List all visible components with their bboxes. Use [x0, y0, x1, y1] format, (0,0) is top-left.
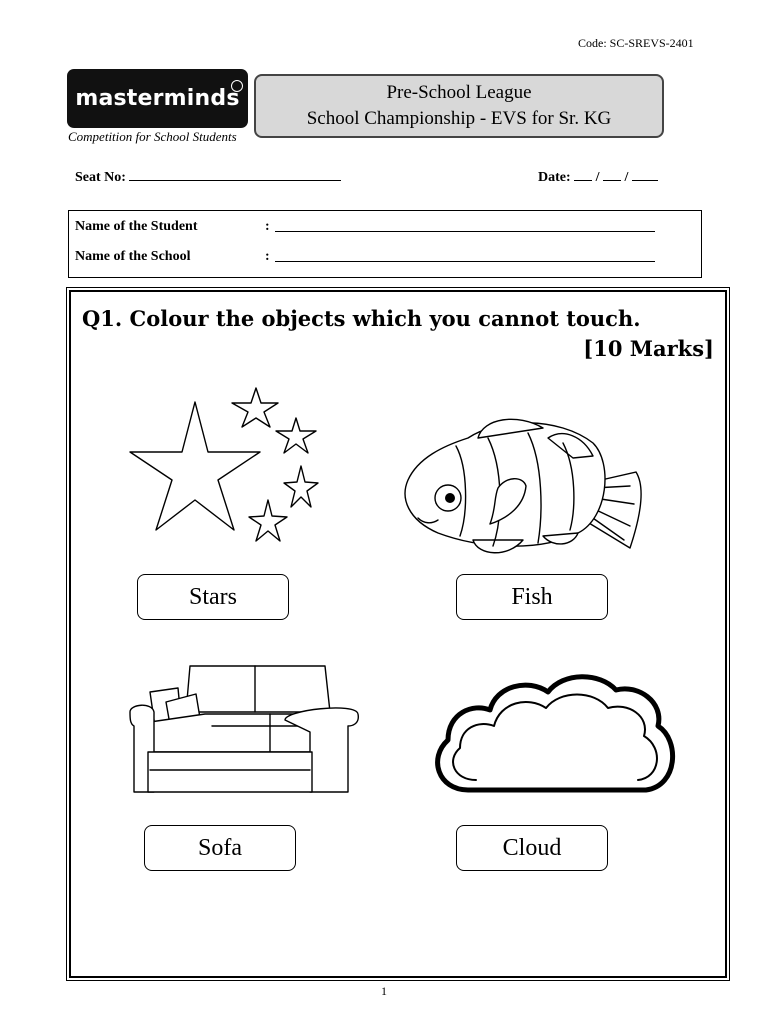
date-year-blank[interactable] [632, 166, 658, 181]
student-name-row[interactable] [75, 219, 270, 235]
date-label: Date: [538, 170, 571, 185]
stars-drawing[interactable] [120, 380, 330, 555]
date-separator: / [595, 170, 600, 185]
date-field[interactable] [538, 166, 658, 186]
cloud-drawing[interactable] [428, 668, 680, 804]
seat-no-label: Seat No: [75, 170, 126, 185]
student-name-blank[interactable] [275, 231, 655, 232]
colon: : [265, 249, 270, 264]
school-name-label: Name of the School [75, 249, 191, 264]
sofa-drawing[interactable] [120, 652, 366, 812]
date-separator: / [624, 170, 629, 185]
school-name-row[interactable] [75, 249, 270, 265]
masterminds-logo [67, 69, 248, 128]
label-sofa: Sofa [144, 825, 296, 871]
question-marks: [10 Marks] [583, 336, 714, 361]
label-fish: Fish [456, 574, 608, 620]
student-name-label: Name of the Student [75, 219, 198, 234]
seat-no-field[interactable] [75, 166, 341, 186]
label-cloud: Cloud [456, 825, 608, 871]
logo-tagline: Competition for School Students [68, 129, 237, 144]
exam-title-box [254, 74, 664, 138]
label-stars: Stars [137, 574, 289, 620]
question-text: Q1. Colour the objects which you cannot touch. [82, 306, 641, 331]
date-day-blank[interactable] [574, 166, 592, 181]
title-line-2: School Championship - EVS for Sr. KG [306, 108, 612, 129]
document-code: Code: SC-SREVS-2401 [578, 36, 694, 50]
globe-icon [231, 80, 243, 92]
seat-no-blank[interactable] [129, 166, 341, 181]
page-number: 1 [381, 984, 387, 998]
logo-text: masterminds [75, 86, 240, 111]
school-name-blank[interactable] [275, 261, 655, 262]
fish-drawing[interactable] [398, 408, 648, 560]
colon: : [265, 219, 270, 234]
title-line-1: Pre-School League [386, 82, 532, 103]
date-month-blank[interactable] [603, 166, 621, 181]
student-info-box [68, 210, 702, 278]
